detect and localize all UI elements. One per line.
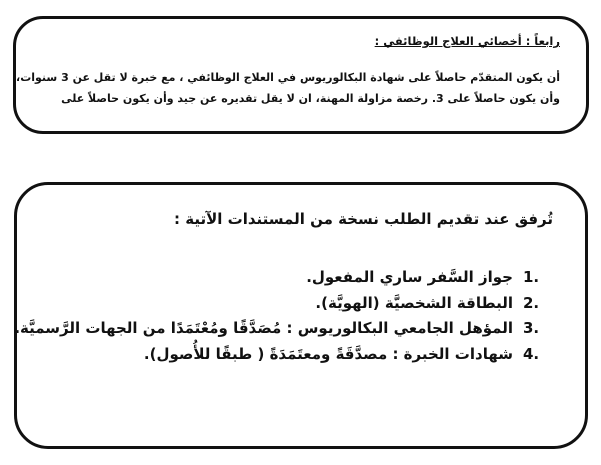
list-item — [37, 265, 553, 291]
list-item — [14, 316, 553, 342]
item-number: 4. — [523, 344, 540, 363]
functional-therapy-requirements-box — [13, 16, 589, 134]
item-number: 3. — [523, 319, 540, 337]
item-number: 1. — [523, 268, 540, 286]
item-text: جواز السَّفر ساري المفعول. — [306, 268, 513, 286]
item-number: 2. — [523, 293, 540, 312]
item-text: البطاقة الشخصيَّة (الهويَّة). — [315, 293, 513, 312]
list-item — [37, 342, 553, 368]
documents-title: تُرفق عند تقديم الطلب نسخة من المستندات الآتية : — [174, 210, 553, 228]
list-item — [37, 291, 553, 317]
item-text: شهادات الخبرة : مصدَّقَةً ومعتَمَدَةً ( طبقًا للأُصول). — [143, 344, 513, 363]
requirement-line: أن يكون المتقدّم حاصلاً على شهادة البكالوريوس في العلاج الوظائفي ، مع خبرة لا تقل عن 3 سنوات، — [16, 71, 560, 84]
item-text: المؤهل الجامعي البكالوريوس : مُصَدَّقًا ومُعْتَمَدًا من الجهات الرَّسميَّة. — [14, 319, 513, 337]
requirement-line: وأن يكون حاصلاً على 3. رخصة مزاولة المهنة، ان لا يقل تقديره عن جيد وأن يكون حاصلاً على — [61, 92, 560, 105]
documents-list — [14, 265, 553, 367]
section-heading: رابعاً : أخصائي العلاج الوظائفي : — [374, 34, 560, 48]
required-documents-box — [14, 182, 588, 449]
